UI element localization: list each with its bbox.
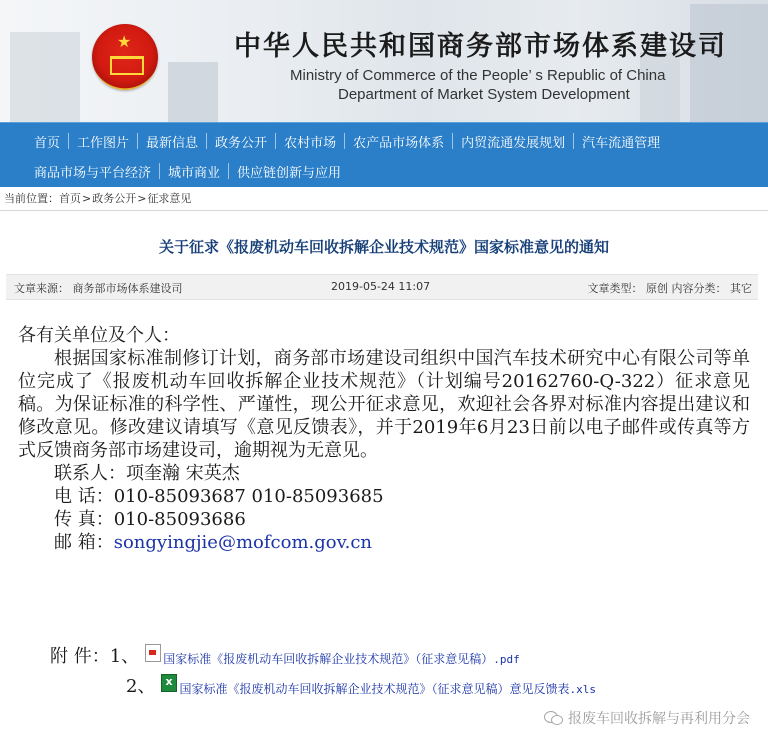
site-title-en-department: Department of Market System Development bbox=[338, 86, 630, 103]
salutation: 各有关单位及个人： bbox=[18, 325, 180, 346]
banner-building-decoration bbox=[10, 32, 80, 122]
banner-building-decoration bbox=[690, 4, 768, 122]
nav-item-urban-commerce[interactable]: 城市商业 bbox=[168, 165, 221, 181]
contact-fax-row bbox=[18, 508, 750, 531]
contact-email-row bbox=[18, 531, 750, 554]
article-body bbox=[18, 324, 750, 554]
nav-row-2 bbox=[26, 156, 349, 186]
attachment-index: 2、 bbox=[126, 676, 156, 697]
contact-email-link[interactable]: songyingjie@mofcom.gov.cn bbox=[113, 532, 373, 553]
breadcrumb-item-home[interactable]: 首页 bbox=[59, 192, 81, 205]
contact-email-label: 邮 箱： bbox=[54, 532, 114, 553]
breadcrumb-label: 当前位置： bbox=[4, 192, 59, 205]
article-title: 关于征求《报废机动车回收拆解企业技术规范》国家标准意见的通知 bbox=[158, 238, 609, 256]
nav-item-rural-market[interactable]: 农村市场 bbox=[284, 135, 337, 151]
attachment-index: 1、 bbox=[109, 646, 140, 667]
national-emblem-icon: ★ bbox=[92, 24, 158, 90]
nav-item-supply-chain[interactable]: 供应链创新与应用 bbox=[237, 165, 342, 181]
attachment-name: 国家标准《报废机动车回收拆解企业技术规范》（征求意见稿） bbox=[163, 652, 494, 666]
site-title-en-ministry: Ministry of Commerce of the People’ s Republic of China bbox=[290, 67, 666, 84]
nav-item-trade-planning[interactable]: 内贸流通发展规划 bbox=[461, 135, 566, 151]
main-nav bbox=[0, 122, 768, 187]
breadcrumb-item-government-affairs[interactable]: 政务公开 bbox=[92, 192, 137, 205]
breadcrumb-separator: > bbox=[82, 191, 92, 205]
site-title-cn: 中华人民共和国商务部市场体系建设司 bbox=[234, 31, 727, 62]
excel-file-icon bbox=[161, 674, 177, 692]
wechat-icon bbox=[544, 711, 562, 725]
breadcrumb-separator: > bbox=[137, 191, 147, 205]
nav-item-work-photos[interactable]: 工作图片 bbox=[77, 135, 130, 151]
nav-item-home[interactable]: 首页 bbox=[34, 135, 61, 151]
nav-item-commodity-market[interactable]: 商品市场与平台经济 bbox=[34, 165, 152, 181]
attachment-ext: .pdf bbox=[493, 653, 520, 666]
article-type-category: 文章类型： 原创 内容分类： 其它 bbox=[587, 282, 752, 295]
attachments-label: 附 件： bbox=[50, 646, 110, 667]
attachment-row-2 bbox=[126, 672, 596, 698]
breadcrumb bbox=[0, 186, 768, 210]
notice-paragraph: 根据国家标准制修订计划，商务部市场建设司组织中国汽车技术研究中心有限公司等单位完成了《报废机动车回收拆解企业技术规范》（计划编号20162760-Q-322）征求意见稿。为保证标准的科学性、严谨性，现公开征求意见，欢迎社会各界对标准内容提出建议和修改意见。修改建议请填写《意见反馈表》，并于2019年6月23日前以电子邮件或传真等方式反馈商务部市场建设司，逾期视为无意见。 bbox=[18, 348, 750, 461]
contact-fax-label: 传 真： bbox=[54, 509, 114, 530]
breadcrumb-item-solicit-opinions[interactable]: 征求意见 bbox=[147, 192, 192, 205]
contact-phone: 010-85093687 010-85093685 bbox=[113, 486, 384, 507]
contact-phone-row bbox=[18, 485, 750, 508]
nav-item-government-affairs[interactable]: 政务公开 bbox=[215, 135, 268, 151]
site-banner bbox=[0, 0, 768, 122]
watermark-text: 报废车回收拆解与再利用分会 bbox=[568, 711, 750, 727]
attachment-row-1 bbox=[50, 642, 520, 668]
attachment-link-xls[interactable] bbox=[179, 680, 596, 697]
article-date: 2019-05-24 11:07 bbox=[331, 280, 431, 293]
article-source: 文章来源： 商务部市场体系建设司 bbox=[14, 282, 183, 295]
contact-fax: 010-85093686 bbox=[113, 509, 246, 530]
nav-item-auto-circulation[interactable]: 汽车流通管理 bbox=[582, 135, 661, 151]
nav-row-1 bbox=[26, 126, 668, 156]
contact-people-label: 联系人： bbox=[54, 463, 126, 484]
attachment-name: 国家标准《报废机动车回收拆解企业技术规范》（征求意见稿）意见反馈表 bbox=[179, 682, 570, 696]
nav-item-latest-info[interactable]: 最新信息 bbox=[146, 135, 199, 151]
divider bbox=[0, 210, 768, 211]
contact-people: 项奎瀚 宋英杰 bbox=[126, 463, 240, 484]
banner-building-decoration bbox=[168, 62, 218, 122]
nav-item-agri-market-system[interactable]: 农产品市场体系 bbox=[353, 135, 445, 151]
wechat-watermark bbox=[544, 708, 750, 728]
contact-phone-label: 电 话： bbox=[54, 486, 114, 507]
contact-people-row bbox=[18, 462, 750, 485]
pdf-file-icon bbox=[145, 644, 161, 662]
article-meta-bar bbox=[6, 274, 758, 300]
attachment-link-pdf[interactable] bbox=[163, 650, 520, 667]
attachment-ext: .xls bbox=[569, 683, 596, 696]
